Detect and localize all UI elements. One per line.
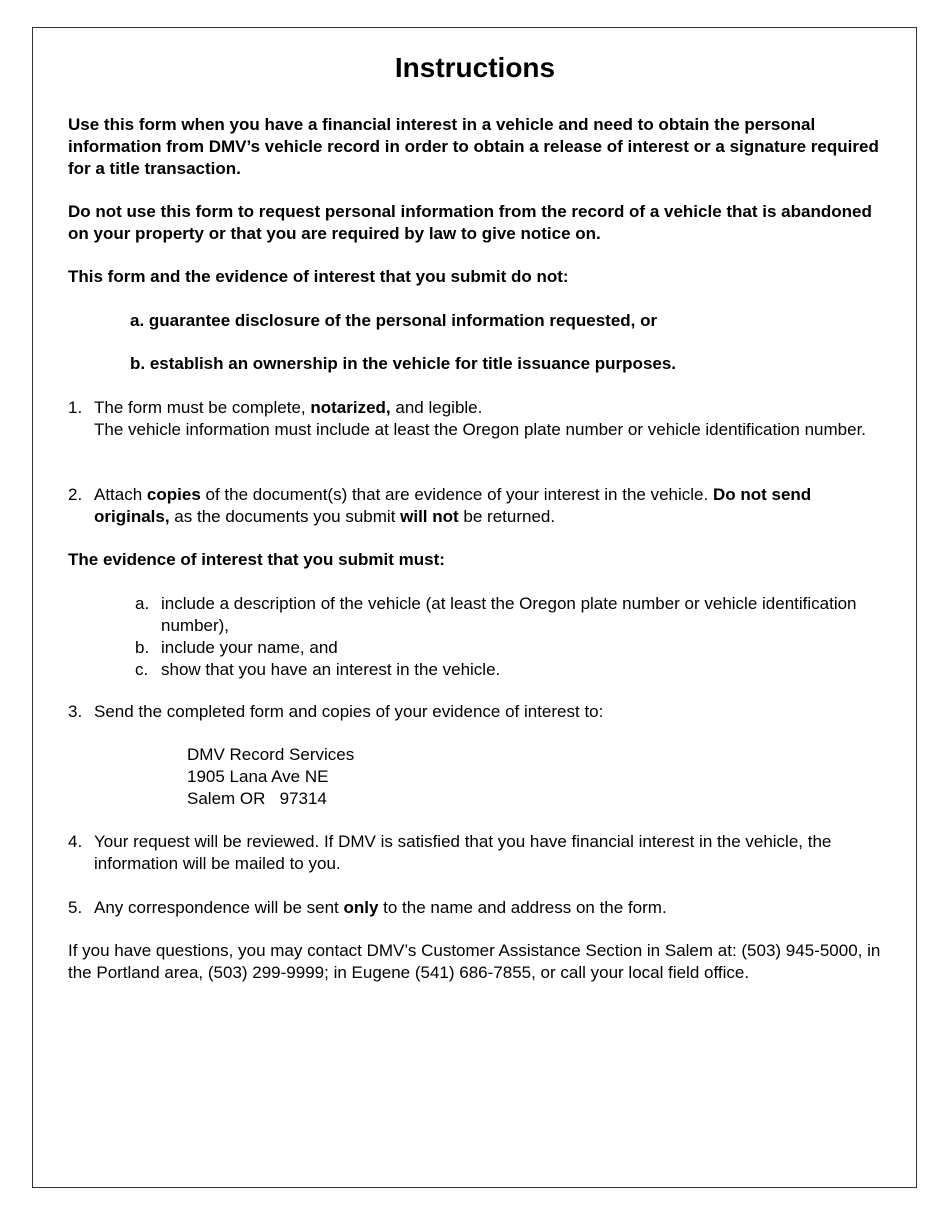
page-title: Instructions [394, 52, 556, 83]
step-1-text: The form must be complete, notarized, and legible. The vehicle information must include at least the Oregon plate number or vehicle identification number. [94, 398, 867, 439]
intro-item-b: b. establish an ownership in the vehicle for title issuance purposes. [130, 354, 677, 373]
mailing-address [187, 744, 587, 810]
list-item: a. include a description of the vehicle (at least the Oregon plate number or vehicle identification number), [135, 594, 857, 635]
step-3-number: 3. [68, 702, 83, 721]
step-1-number: 1. [68, 398, 83, 417]
address-line: 1905 Lana Ave NE [187, 767, 329, 786]
intro-paragraph-2: Do not use this form to request personal information from the record of a vehicle that is abandoned on your property or that you are required by law to give notice on. [68, 202, 872, 243]
evidence-list [135, 593, 875, 681]
step-1-line-2: The vehicle information must include at least the Oregon plate number or vehicle identification number. [94, 420, 867, 439]
step-4-text: Your request will be reviewed. If DMV is satisfied that you have financial interest in the vehicle, the information will be mailed to you. [94, 832, 832, 873]
step-2-number: 2. [68, 485, 83, 504]
step-2-text: Attach copies of the document(s) that are evidence of your interest in the vehicle. Do not send originals, as the documents you submit will not be returned. [94, 485, 812, 526]
step-4-number: 4. [68, 832, 83, 851]
address-line: DMV Record Services [187, 745, 355, 764]
step-3 [68, 701, 888, 723]
list-item: b. include your name, and [135, 638, 338, 657]
intro-item-a: a. guarantee disclosure of the personal information requested, or [130, 311, 658, 330]
step-4 [68, 831, 888, 875]
step-2 [68, 484, 888, 528]
list-item: c. show that you have an interest in the vehicle. [135, 660, 501, 679]
step-5-number: 5. [68, 898, 83, 917]
step-3-text: Send the completed form and copies of your evidence of interest to: [94, 702, 604, 721]
contact-paragraph: If you have questions, you may contact DMV’s Customer Assistance Section in Salem at: (503) 945-5000, in the Portland area, (503) 299-9999; in Eugene (541) 686-7855, or call your local field office. [68, 941, 881, 982]
evidence-heading: The evidence of interest that you submit must: [68, 550, 445, 569]
step-5-text: Any correspondence will be sent only to the name and address on the form. [94, 898, 667, 917]
intro-paragraph-3: This form and the evidence of interest that you submit do not: [68, 267, 569, 286]
address-line: Salem OR 97314 [187, 789, 327, 808]
step-1 [68, 397, 888, 441]
step-5 [68, 897, 888, 919]
intro-paragraph-1: Use this form when you have a financial interest in a vehicle and need to obtain the personal information from DMV’s vehicle record in order to obtain a release of interest or a signature required for a title transaction. [68, 115, 879, 178]
